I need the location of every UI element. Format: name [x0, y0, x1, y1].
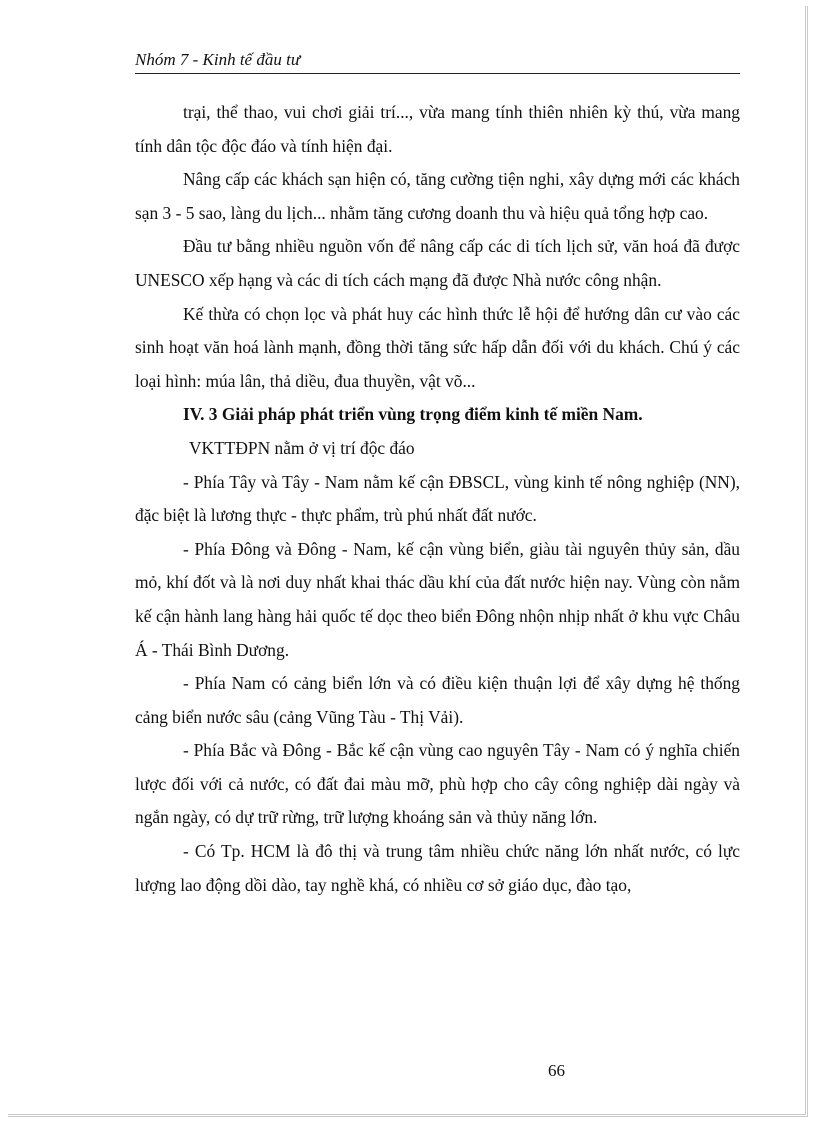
bullet-paragraph: - Phía Nam có cảng biển lớn và có điều kiện thuận lợi để xây dựng hệ thống cảng biển nước sâu (cảng Vũng Tàu - Thị Vải). [135, 673, 740, 727]
paragraph: Nâng cấp các khách sạn hiện có, tăng cường tiện nghi, xây dựng mới các khách sạn 3 - 5 sao, làng du lịch... nhằm tăng cương doanh thu và hiệu quả tổng hợp cao. [135, 169, 740, 223]
bullet-paragraph: - Có Tp. HCM là đô thị và trung tâm nhiều chức năng lớn nhất nước, có lực lượng lao động dồi dào, tay nghề khá, có nhiều cơ sở giáo dục, đào tạo, [135, 841, 740, 895]
paragraph: Đầu tư bằng nhiều nguồn vốn để nâng cấp các di tích lịch sử, văn hoá đã được UNESCO xếp hạng và các di tích cách mạng đã được Nhà nước công nhận. [135, 236, 740, 290]
header-title: Nhóm 7 - Kinh tế đầu tư [135, 50, 301, 69]
bullet-paragraph: - Phía Bắc và Đông - Bắc kế cận vùng cao nguyên Tây - Nam có ý nghĩa chiến lược đối với cả nước, có đất đai màu mỡ, phù hợp cho cây công nghiệp dài ngày và ngắn ngày, có dự trữ rừng, trữ lượng khoáng sản và thủy năng lớn. [135, 740, 740, 828]
page-number: 66 [548, 1061, 565, 1080]
bullet-paragraph: - Phía Đông và Đông - Nam, kế cận vùng biển, giàu tài nguyên thủy sản, dầu mỏ, khí đốt và là nơi duy nhất khai thác dầu khí của đất nước hiện nay. Vùng còn nằm kế cận hành lang hàng hải quốc tế dọc theo biển Đông nhộn nhịp nhất ở khu vực Châu Á - Thái Bình Dương. [135, 538, 740, 660]
bullet-paragraph: - Phía Tây và Tây - Nam nằm kế cận ĐBSCL, vùng kinh tế nông nghiệp (NN), đặc biệt là lương thực - thực phẩm, trù phú nhất đất nước. [135, 471, 740, 526]
page-header [135, 49, 740, 74]
paragraph: trại, thể thao, vui chơi giải trí..., vừa mang tính thiên nhiên kỳ thú, vừa mang tính dân tộc độc đáo và tính hiện đại. [135, 102, 740, 156]
document-body [135, 96, 740, 902]
section-intro: VKTTĐPN nằm ở vị trí độc đáo [189, 437, 415, 458]
paragraph: Kế thừa có chọn lọc và phát huy các hình thức lễ hội để hướng dân cư vào các sinh hoạt văn hoá lành mạnh, đồng thời tăng sức hấp dẫn đối với du khách. Chú ý các loại hình: múa lân, thả diều, đua thuyền, vật võ... [135, 303, 740, 391]
section-heading: IV. 3 Giải pháp phát triển vùng trọng điểm kinh tế miền Nam. [183, 404, 643, 425]
